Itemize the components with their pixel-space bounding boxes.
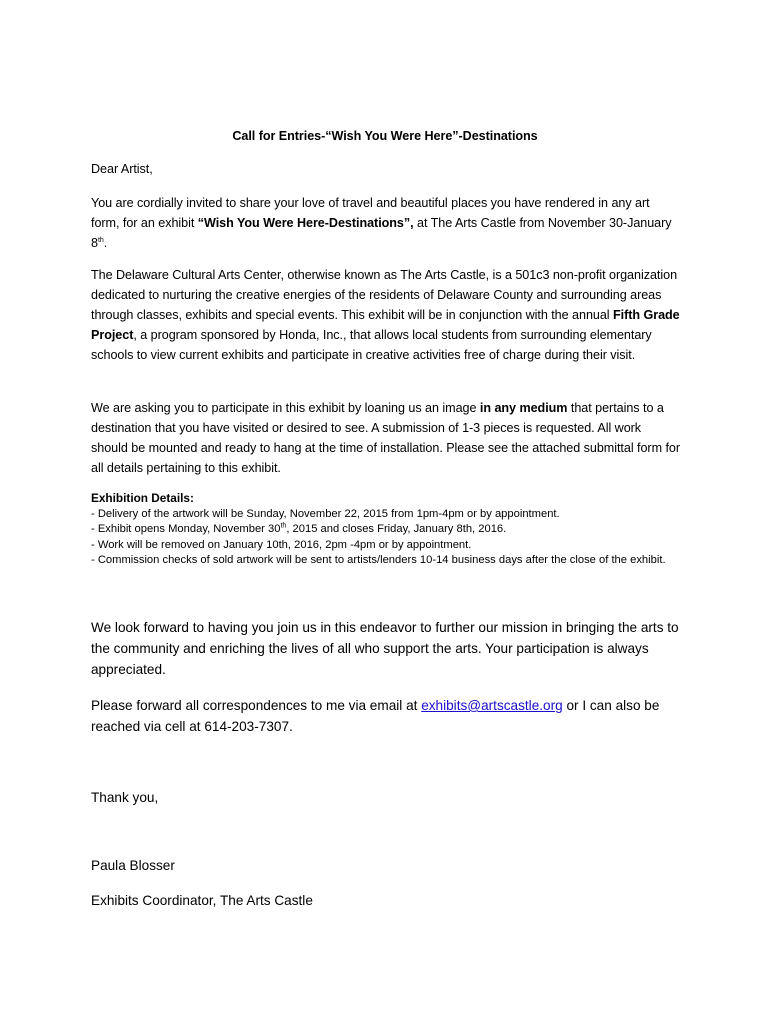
details-item-opening-a: - Exhibit opens Monday, November 30: [91, 523, 281, 535]
request-text-b: that pertains to a destination that you have visited or desired to see. A submission of 1-3 pieces is requested. All work should be mounted and ready to hang at the time of installation. Please see the attached submittal form for all details pertaining to this exhibit.: [91, 401, 681, 475]
exhibition-details: [91, 491, 686, 569]
request-paragraph: [91, 398, 681, 478]
contact-text-b: or I can also be reached via cell at 614-203-7307.: [91, 698, 660, 734]
details-item-opening: [91, 522, 686, 538]
contact-text-a: Please forward all correspondences to me via email at: [91, 698, 422, 713]
request-text-a: We are asking you to participate in this exhibit by loaning us an image: [91, 401, 480, 415]
details-heading: Exhibition Details:: [91, 491, 194, 505]
about-text-a: The Delaware Cultural Arts Center, otherwise known as The Arts Castle, is a 501c3 non-profit organization dedicated to nurturing the creative energies of the residents of Delaware County and surrounding areas through classes, exhibits and special events. This exhibit will be in conjunction with the annual: [91, 268, 678, 322]
details-item-commission: - Commission checks of sold artwork will be sent to artists/lenders 10-14 business days after the close of the exhibit.: [91, 554, 666, 566]
fifth-grade-project: Fifth Grade Project: [91, 308, 680, 342]
about-paragraph: [91, 265, 681, 365]
any-medium: in any medium: [479, 401, 568, 415]
about-text-b: , a program sponsored by Honda, Inc., that allows local students from surrounding elementary schools to view current exhibits and participate in creative activities free of charge during their visit.: [91, 328, 652, 362]
email-link[interactable]: exhibits@artscastle.org: [421, 698, 563, 713]
contact-paragraph: [91, 695, 691, 737]
details-item-opening-b: , 2015 and closes Friday, January 8th, 2016.: [286, 523, 507, 535]
signer-name: Paula Blosser: [91, 858, 175, 873]
intro-text-b: at The Arts Castle from November 30-January 8: [91, 216, 672, 250]
details-item-opening-sup: th: [280, 522, 287, 530]
signer-title: Exhibits Coordinator, The Arts Castle: [91, 893, 313, 908]
details-item-delivery: - Delivery of the artwork will be Sunday, November 22, 2015 from 1pm-4pm or by appointment.: [91, 507, 560, 520]
exhibit-name: “Wish You Were Here-Destinations”,: [197, 216, 414, 230]
details-item-removal: - Work will be removed on January 10th, 2016, 2pm -4pm or by appointment.: [91, 538, 472, 551]
intro-sup: th: [97, 236, 104, 244]
closing-paragraph: We look forward to having you join us in this endeavor to further our mission in bringing the arts to the community and enriching the lives of all who support the arts. Your participation is always appreciated.: [91, 620, 679, 677]
intro-text-c: .: [103, 236, 108, 250]
thanks-line: Thank you,: [91, 790, 159, 805]
document-title: Call for Entries-“Wish You Were Here”-Destinations: [232, 129, 538, 143]
salutation: Dear Artist,: [91, 162, 153, 176]
intro-paragraph: [91, 193, 681, 253]
intro-text-a: You are cordially invited to share your love of travel and beautiful places you have rendered in any art form, for an exhibit: [91, 196, 650, 230]
